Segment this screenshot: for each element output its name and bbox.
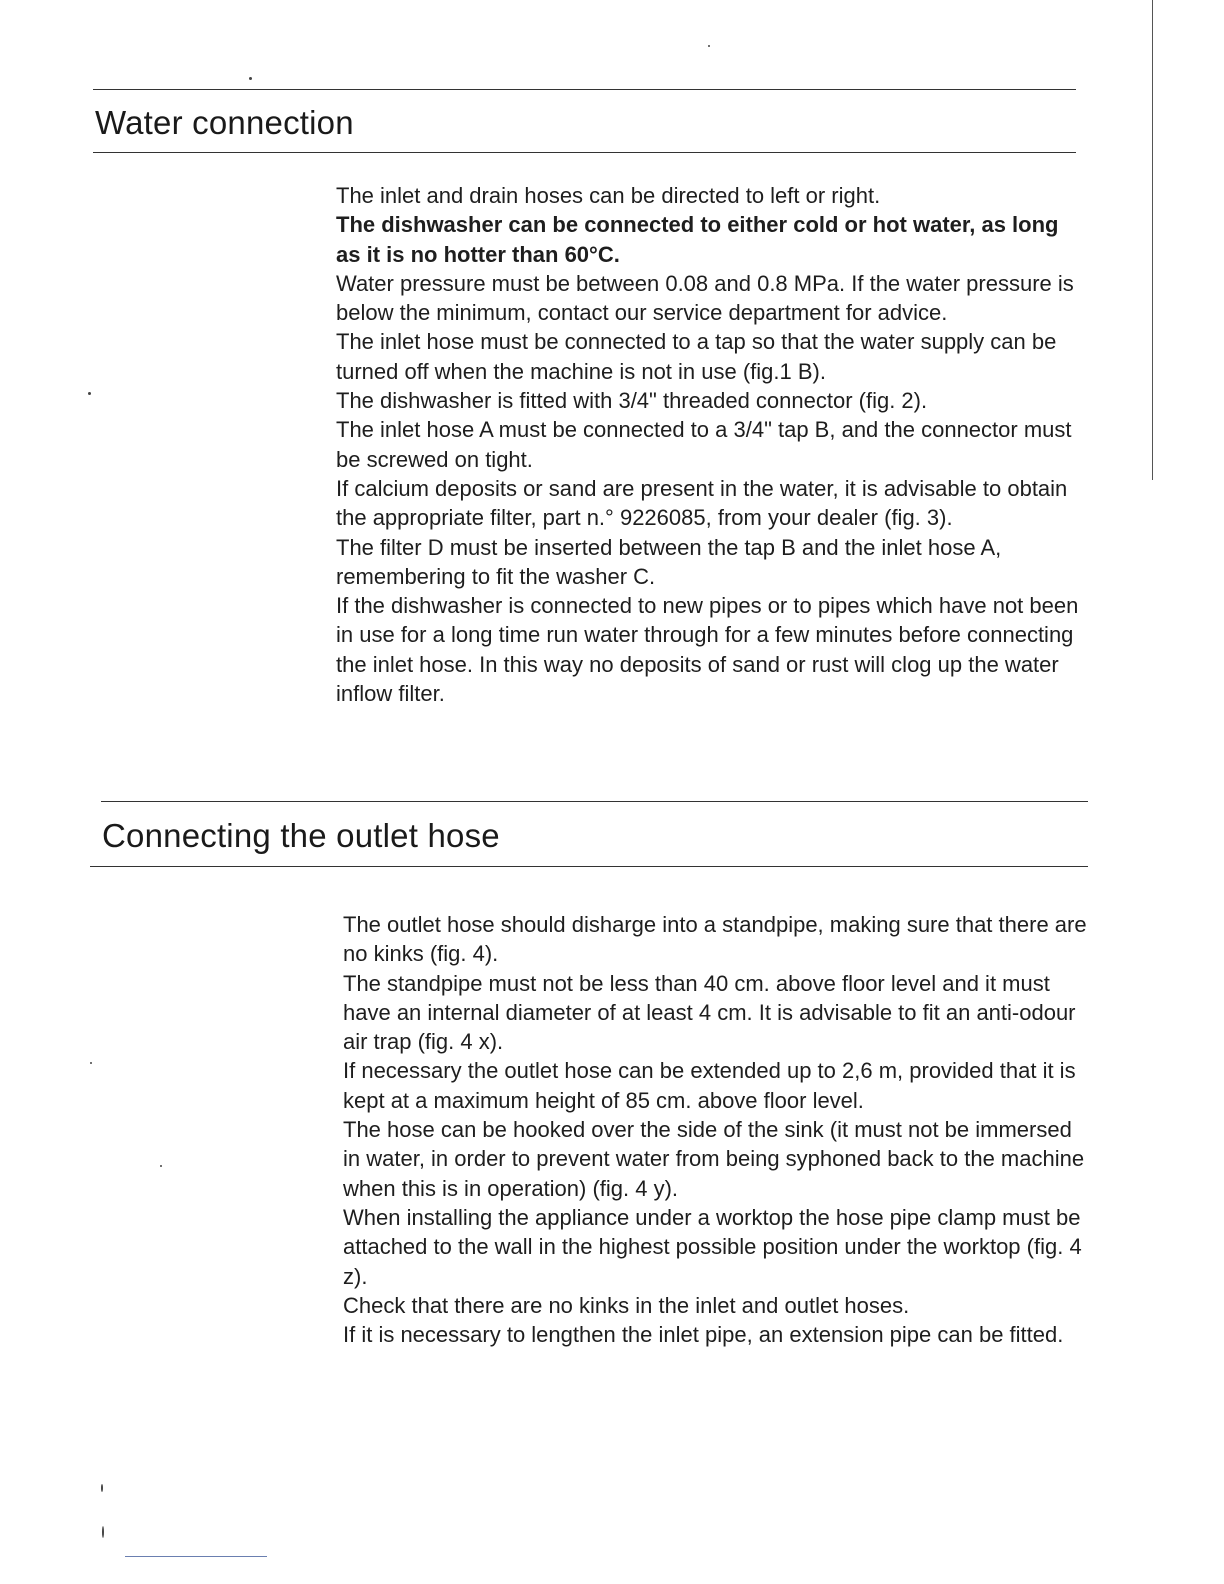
scan-speck bbox=[102, 1526, 104, 1538]
paragraph: Check that there are no kinks in the inlet and outlet hoses. bbox=[343, 1292, 910, 1318]
section-bottom-rule bbox=[90, 866, 1088, 867]
scan-speck bbox=[708, 45, 710, 47]
paragraph-emphasis: The dishwasher can be connected to either cold or hot water, as long as it is no hotter than 60°C. bbox=[336, 212, 1059, 267]
scan-speck bbox=[101, 1484, 103, 1492]
scan-edge-line bbox=[1152, 0, 1153, 480]
paragraph: The inlet hose must be connected to a tap so that the water supply can be turned off when the machine is not in use (fig.1 B). bbox=[336, 329, 1057, 384]
scan-speck bbox=[90, 1062, 92, 1064]
paragraph: When installing the appliance under a worktop the hose pipe clamp must be attached to the wall in the highest possible position under the worktop (fig. 4 z). bbox=[343, 1204, 1082, 1289]
paragraph: Water pressure must be between 0.08 and 0.8 MPa. If the water pressure is below the minimum, contact our service department for advice. bbox=[336, 270, 1074, 326]
paragraph: The filter D must be inserted between the tap B and the inlet hose A, remembering to fit the washer C. bbox=[336, 534, 1002, 589]
outlet-hose-body bbox=[343, 910, 1095, 1349]
section-title-outlet-hose: Connecting the outlet hose bbox=[102, 817, 500, 854]
section-top-rule bbox=[101, 801, 1088, 802]
paragraph: The hose can be hooked over the side of the sink (it must not be immersed in water, in order to prevent water from being syphoned back to the machine when this is in operation) (fig. 4 y). bbox=[343, 1117, 1085, 1201]
scan-speck bbox=[160, 1165, 162, 1167]
section-top-rule bbox=[93, 89, 1076, 90]
paragraph: If calcium deposits or sand are present in the water, it is advisable to obtain the appropriate filter, part n.° 9226085, from your dealer (fig. 3). bbox=[336, 475, 1068, 531]
scan-speck bbox=[249, 77, 252, 80]
scan-bottom-line bbox=[125, 1556, 267, 1557]
paragraph: The standpipe must not be less than 40 cm. above floor level and it must have an internal diameter of at least 4 cm. It is advisable to fit an anti-odour air trap (fig. 4 x). bbox=[343, 970, 1076, 1055]
section-title-water-connection: Water connection bbox=[95, 104, 354, 141]
paragraph: The outlet hose should disharge into a standpipe, making sure that there are no kinks (fig. 4). bbox=[343, 912, 1087, 967]
paragraph: The inlet hose A must be connected to a 3/4" tap B, and the connector must be screwed on tight. bbox=[336, 417, 1072, 472]
paragraph: If it is necessary to lengthen the inlet pipe, an extension pipe can be fitted. bbox=[343, 1322, 1064, 1348]
section-bottom-rule bbox=[93, 152, 1076, 153]
paragraph: The inlet and drain hoses can be directed to left or right. bbox=[336, 183, 881, 208]
paragraph: If the dishwasher is connected to new pipes or to pipes which have not been in use for a long time run water through for a few minutes before connecting the inlet hose. In this way no deposits of sand or rust will clog up the water inflow filter. bbox=[336, 593, 1079, 707]
water-connection-body bbox=[336, 181, 1088, 708]
paragraph: The dishwasher is fitted with 3/4" threaded connector (fig. 2). bbox=[336, 388, 928, 414]
scan-speck bbox=[88, 392, 91, 395]
paragraph: If necessary the outlet hose can be extended up to 2,6 m, provided that it is kept at a maximum height of 85 cm. above floor level. bbox=[343, 1058, 1076, 1113]
